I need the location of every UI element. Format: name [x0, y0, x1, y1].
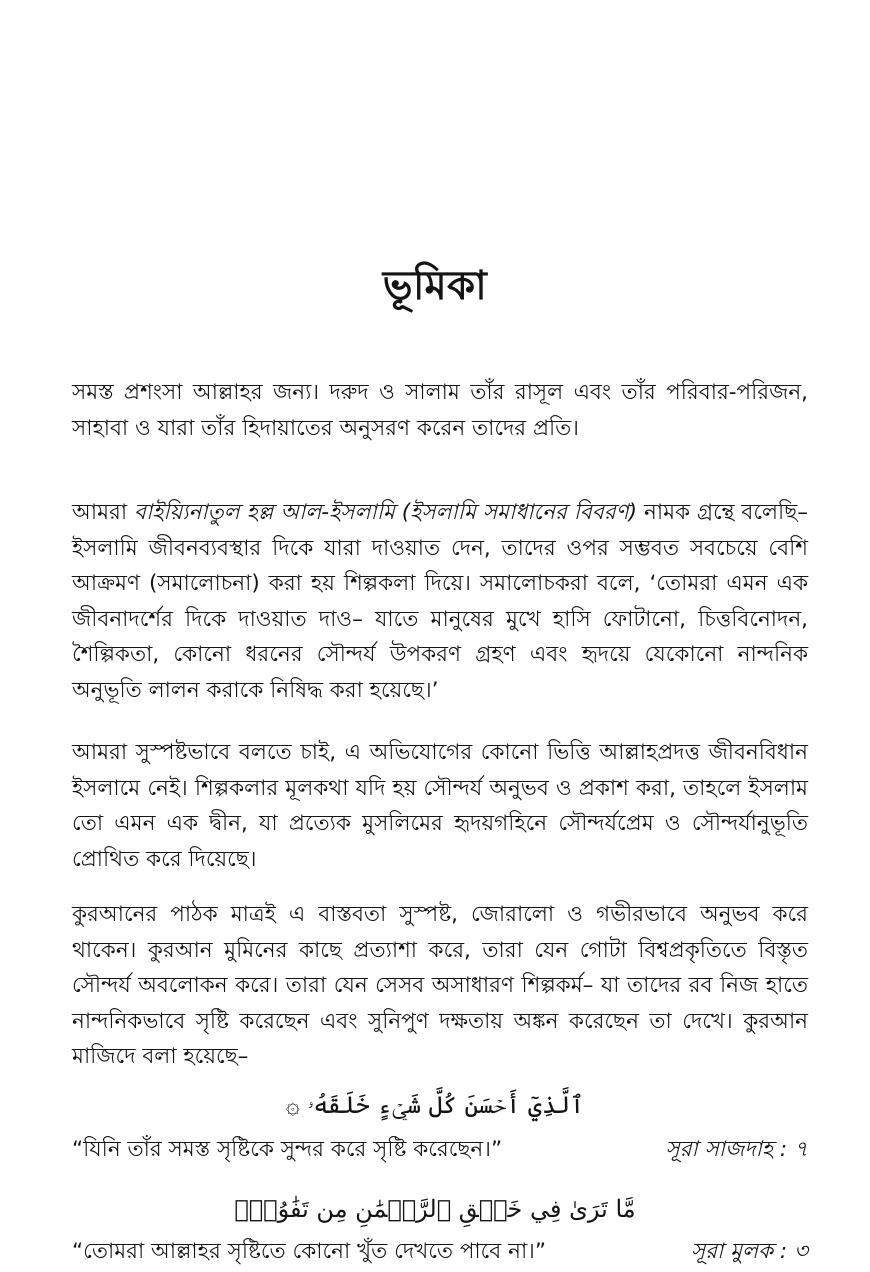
paragraph-response	[72, 735, 808, 877]
arabic-verse: ٱلَّذِيٓ أَحۡسَنَ كُلَّ شَيۡءٍ خَلَقَهُۥ ۞	[285, 1091, 585, 1119]
paragraph-quran	[72, 897, 808, 1075]
paragraph-quran-text: কুরআনের পাঠক মাত্রই এ বাস্তবতা সুস্পষ্ট, জোরালো ও গভীরভাবে অনুভব করে থাকেন। কুরআন মুমিনের কাছে প্রত্যাশা করে, তারা যেন গোটা বিশ্বপ্রকৃতিতে বিস্তৃত সৌন্দর্য অবলোকন করে। তারা যেন সেসব অসাধারণ শিল্পকর্ম– যা তাদের রব নিজ হাতে নান্দনিকভাবে সৃষ্টি করেছেন এবং সুনিপুণ দক্ষতায় অঙ্কন করেছেন তা দেখে। কুরআন মাজিদে বলা হয়েছে–	[72, 902, 808, 1069]
arabic-verse: مَّا تَرَىٰ فِي خَلۡقِ ٱلرَّحۡمَٰنِ مِن تَفَٰوُتٖۖ	[234, 1195, 636, 1223]
verse-translation: “তোমরা আল্লাহর সৃষ্টিতে কোনো খুঁত দেখতে পাবে না।”	[72, 1239, 547, 1264]
verse-translation: “যিনি তাঁর সমস্ত সৃষ্টিকে সুন্দর করে সৃষ্টি করেছেন।”	[72, 1137, 503, 1162]
verse-reference: সূরা সাজদাহ : ৭	[665, 1137, 808, 1162]
paragraph-criticism-text: নামক গ্রন্থে বলেছি– ইসলামি জীবনব্যবস্থার দিকে যারা দাওয়াত দেন, তাদের ওপর সম্ভবত সবচেয়ে বেশি আক্রমণ (সমালোচনা) করা হয় শিল্পকলা দিয়ে। সমালোচকরা বলে, ‘তোমরা এমন এক জীবনাদর্শের দিকে দাওয়াত দাও– যাতে মানুষের মুখে হাসি ফোটানো, চিত্তবিনোদন, শৈল্পিকতা, কোনো ধরনের সৌন্দর্য উপকরণ গ্রহণ এবং হৃদয়ে যেকোনো নান্দনিক অনুভূতি লালন করাকে নিষিদ্ধ করা হয়েছে।’	[72, 500, 808, 703]
paragraph-criticism-lead: আমরা	[72, 500, 135, 525]
paragraph-praise	[72, 375, 808, 446]
paragraph-praise-text: সমস্ত প্রশংসা আল্লাহর জন্য। দরুদ ও সালাম তাঁর রাসূল এবং তাঁর পরিবার-পরিজন, সাহাবা ও যারা তাঁর হিদায়াতের অনুসরণ করেন তাদের প্রতি।	[72, 380, 808, 441]
paragraph-criticism	[72, 495, 808, 708]
verse-reference: সূরা মুলক : ৩	[691, 1239, 808, 1264]
page-title: ভূমিকা	[382, 263, 488, 309]
paragraph-response-text: আমরা সুস্পষ্টভাবে বলতে চাই, এ অভিযোগের কোনো ভিত্তি আল্লাহপ্রদত্ত জীবনবিধান ইসলামে নেই। শিল্পকলার মূলকথা যদি হয় সৌন্দর্য অনুভব ও প্রকাশ করা, তাহলে ইসলাম তো এমন এক দ্বীন, যা প্রত্যেক মুসলিমের হৃদয়গহিনে সৌন্দর্যপ্রেম ও সৌন্দর্যানুভূতি প্রোথিত করে দিয়েছে।	[72, 740, 808, 872]
verse-translation-row	[72, 1234, 808, 1269]
verse-translation-row	[72, 1132, 808, 1167]
book-title: বাইয়্যিনাতুল হল্ল আল-ইসলামি (ইসলামি সমাধানের বিবরণ)	[134, 500, 638, 525]
